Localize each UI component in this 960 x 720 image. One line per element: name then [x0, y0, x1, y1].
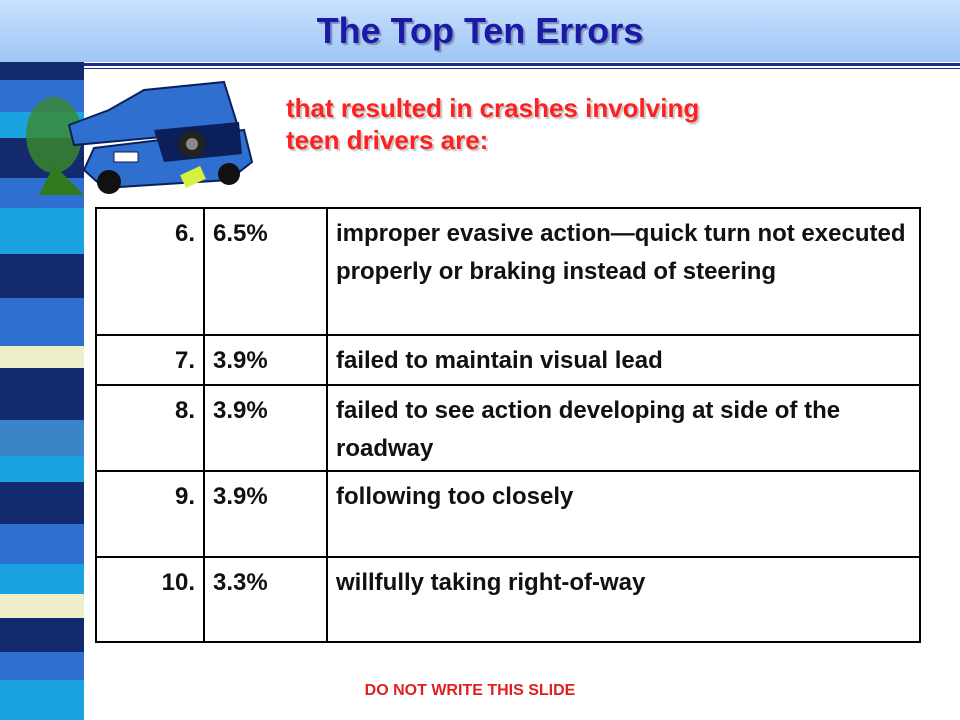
description-cell: failed to see action developing at side of the roadway — [327, 385, 920, 471]
slide-title: The Top Ten Errors — [316, 10, 644, 51]
percent-cell: 3.9% — [204, 471, 327, 557]
table-row — [96, 557, 920, 642]
rank-cell: 8. — [96, 385, 204, 471]
rank-cell: 6. — [96, 208, 204, 335]
subtitle-line-1: that resulted in crashes involving — [286, 93, 700, 123]
rank-cell: 7. — [96, 335, 204, 385]
description-cell: failed to maintain visual lead — [327, 335, 920, 385]
title-divider-thin — [84, 68, 960, 69]
table-row — [96, 208, 920, 335]
percent-cell: 3.9% — [204, 335, 327, 385]
car-clipart-icon — [14, 70, 264, 200]
percent-cell: 3.3% — [204, 557, 327, 642]
slide-subtitle — [286, 92, 846, 156]
description-cell: improper evasive action—quick turn not executed properly or braking instead of steering — [327, 208, 920, 335]
footer-note: DO NOT WRITE THIS SLIDE — [364, 682, 576, 699]
percent-cell: 6.5% — [204, 208, 327, 335]
title-divider — [84, 63, 960, 66]
subtitle-line-2: teen drivers are: — [286, 125, 489, 155]
percent-cell: 3.9% — [204, 385, 327, 471]
description-cell: following too closely — [327, 471, 920, 557]
table-row — [96, 335, 920, 385]
table-row — [96, 385, 920, 471]
description-cell: willfully taking right-of-way — [327, 557, 920, 642]
errors-table — [95, 207, 921, 643]
rank-cell: 9. — [96, 471, 204, 557]
table-row — [96, 471, 920, 557]
rank-cell: 10. — [96, 557, 204, 642]
